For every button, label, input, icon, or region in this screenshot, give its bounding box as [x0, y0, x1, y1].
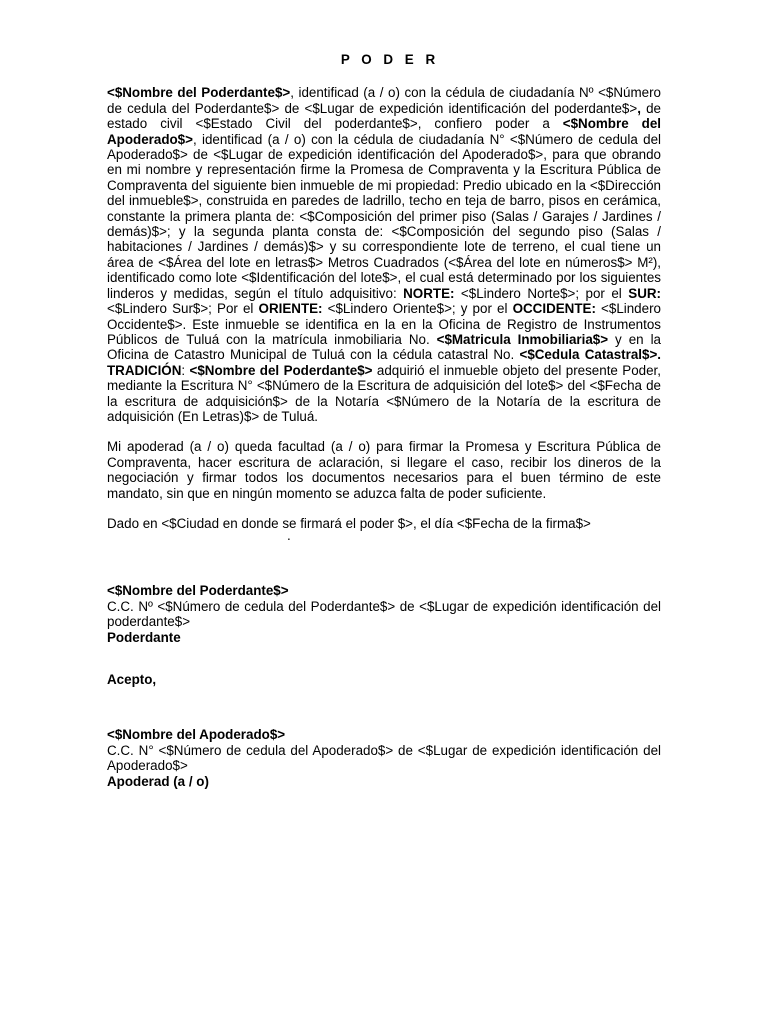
matricula-placeholder: <$Matricula Inmobiliaria$>: [436, 331, 609, 347]
label-occidente: OCCIDENTE:: [512, 301, 596, 317]
poderdante-name-placeholder-2: <$Nombre del Poderdante$>: [189, 362, 373, 378]
acceptance-label: Acepto,: [107, 672, 157, 687]
text-segment: <$Lindero Norte$>; por el: [454, 285, 629, 301]
text-segment-bold: ,: [637, 100, 641, 116]
text-segment: , identificad (a / o) con la cédula de ciudadanía N° <$Número de cedula del Apoderado$> de <$Lugar de expedición identificación del Apoderado$>, para que obrando en mi nombre y representación firme la Promesa de Compraventa y la Escritura Pública de Compraventa del siguiente bien inmueble de mi propiedad: Predio ubicado en la <$Dirección del inmueble$>, construida en paredes de ladrillo, techo en teja de barro, pisos en cerámica, constante la primera planta de: <$Composición del primer piso (Salas / Garajes / Jardines / demás)$>; y la segunda planta consta de: <$Composición del segundo piso (Salas / habitaciones / Jardines / demás)$> y su correspondiente lote de terreno, el cual tiene un área de <$Área del lote en letras$> Metros Cuadrados (<$Área del lote en números$> M²), identificado como lote <$Identificación del lote$>, el cual está determinado por los siguientes linderos y medidas, según el título adquisitivo:: [107, 131, 661, 301]
text-segment: adquirió el inmueble objeto del presente Poder, mediante la Escritura N° <$Número de la Escritura de adquisición del lote$> del <$Fecha de la escritura de adquisición$> de la Notaría <$Número de la Notaría de la escritura de adquisición (En Letras)$> de Tuluá.: [107, 362, 661, 424]
signature-id-line: C.C. N° <$Número de cedula del Apoderado$> de <$Lugar de expedición identificación del Apoderado$>: [107, 742, 661, 774]
signature-block-poderdante: [107, 583, 661, 645]
signature-block-apoderado: [107, 727, 661, 789]
text-segment: , identificad (a / o) con la cédula de ciudadanía Nº <$Número de cedula del Poderdante$> de <$Lugar de expedición identificación del poderdante$>: [107, 85, 661, 116]
apoderado-name-placeholder: <$Nombre del Apoderado$>: [107, 116, 661, 147]
label-oriente: ORIENTE:: [258, 301, 323, 317]
signature-name: <$Nombre del Poderdante$>: [107, 583, 289, 599]
document-body: [107, 52, 661, 789]
text-segment: <$Lindero Oriente$>; y por el: [322, 301, 513, 317]
text-segment: de estado civil <$Estado Civil del poderdante$>, confiero poder a: [107, 100, 661, 132]
poderdante-name-placeholder: <$Nombre del Poderdante$>: [107, 85, 291, 101]
trailing-dot: .: [287, 528, 291, 544]
paragraph-date-place: Dado en <$Ciudad en donde se firmará el poder $>, el día <$Fecha de la firma$>: [107, 515, 591, 531]
document-title: P O D E R: [340, 52, 440, 67]
signature-name: <$Nombre del Apoderado$>: [107, 727, 286, 743]
signature-role: Apoderad (a / o): [107, 773, 209, 789]
text-segment: <$Lindero Sur$>; Por el: [107, 301, 259, 317]
text-segment: :: [181, 362, 190, 378]
signature-id-line: C.C. Nº <$Número de cedula del Poderdante$> de <$Lugar de expedición identificación del poderdante$>: [107, 598, 661, 630]
label-norte: NORTE:: [403, 285, 455, 301]
cedula-catastral-tradicion: <$Cedula Catastral$>. TRADICIÓN: [107, 347, 661, 378]
text-segment: <$Lindero Occidente$>. Este inmueble se identifica en la en la Oficina de Registro de Instrumentos Públicos de Tuluá con la matrícula inmobiliaria No.: [107, 301, 661, 347]
label-sur: SUR:: [628, 285, 661, 301]
paragraph-grant: [107, 85, 661, 424]
paragraph-faculties: Mi apoderad (a / o) queda facultad (a / o) para firmar la Promesa y Escritura Pública de Compraventa, hacer escritura de aclaración, si llegare el caso, recibir los dineros de la negociación y firmar todos los documentos necesarios para el buen término de este mandato, sin que en ningún momento se aduzca falta de poder suficiente.: [107, 439, 661, 501]
signature-role: Poderdante: [107, 629, 181, 645]
text-segment: y en la Oficina de Catastro Municipal de Tuluá con la cédula catastral No.: [107, 331, 662, 363]
